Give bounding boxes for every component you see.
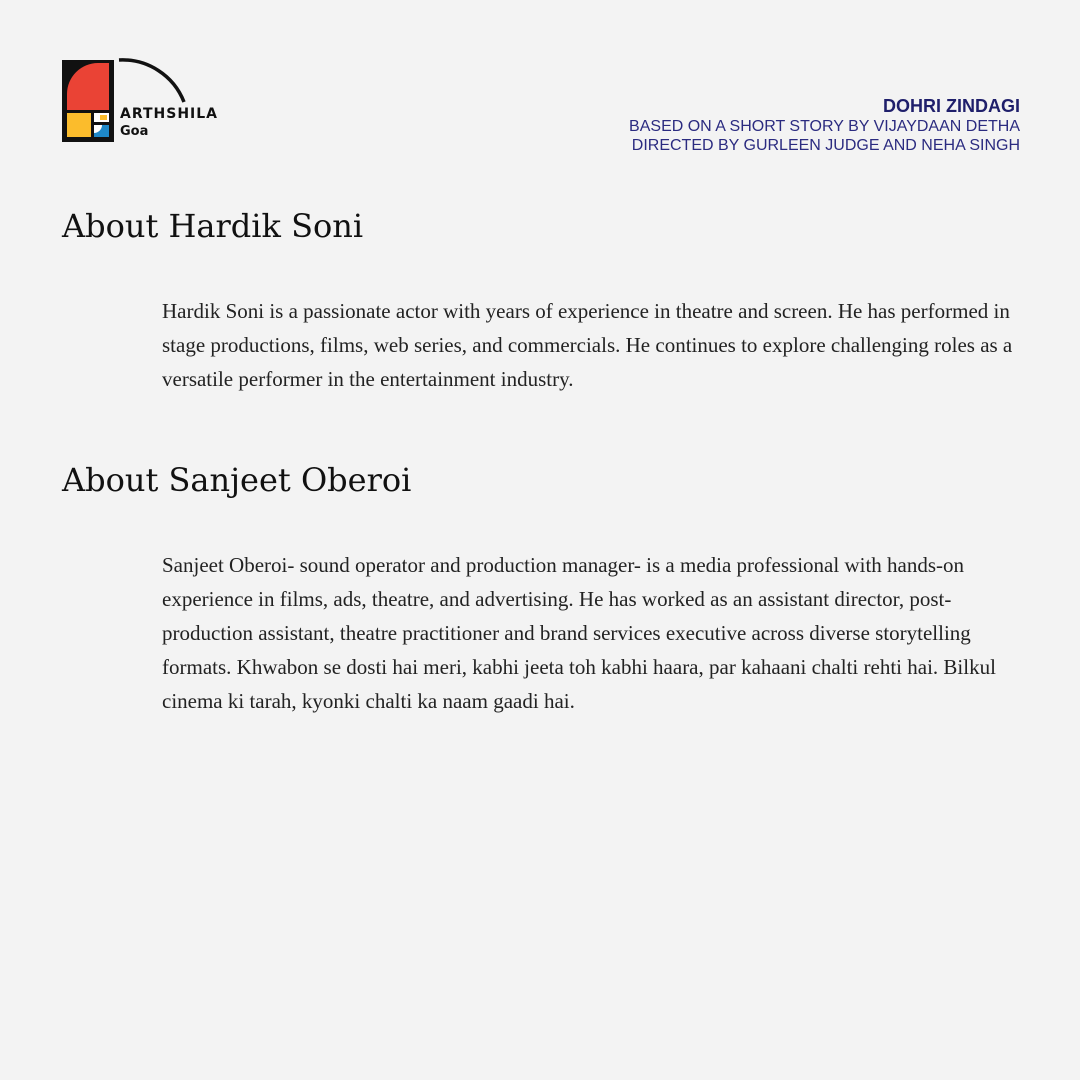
section-heading-sanjeet-oberoi: About Sanjeet Oberoi <box>62 461 412 499</box>
production-based-on: BASED ON A SHORT STORY BY VIJAYDAAN DETHA <box>629 118 1020 135</box>
brand-location: Goa <box>120 124 149 139</box>
production-directed-by: DIRECTED BY GURLEEN JUDGE AND NEHA SINGH <box>631 137 1020 154</box>
section-heading-hardik-soni: About Hardik Soni <box>62 207 364 245</box>
section-body-hardik-soni: Hardik Soni is a passionate actor with years of experience in theatre and screen. He has performed in stage productions, films, web series, and commercials. He continues to explore challenging roles as a versatile performer in the entertainment industry. <box>162 299 1013 391</box>
production-title: DOHRI ZINDAGI <box>883 96 1020 116</box>
arthshila-logo <box>62 58 232 144</box>
production-info <box>629 95 1020 155</box>
section-body-sanjeet-oberoi: Sanjeet Oberoi- sound operator and production manager- is a media professional with hands-on experience in films, ads, theatre, and advertising. He has worked as an assistant director, post-production assistant, theatre practitioner and brand services executive across diverse storytelling formats. Khwabon se dosti hai meri, kabhi jeeta toh kabhi haara, par kahaani chalti rehti hai. Bilkul cinema ki tarah, kyonki chalti ka naam gaadi hai. <box>162 553 996 713</box>
brand-name: ARTHSHILA <box>120 106 219 122</box>
